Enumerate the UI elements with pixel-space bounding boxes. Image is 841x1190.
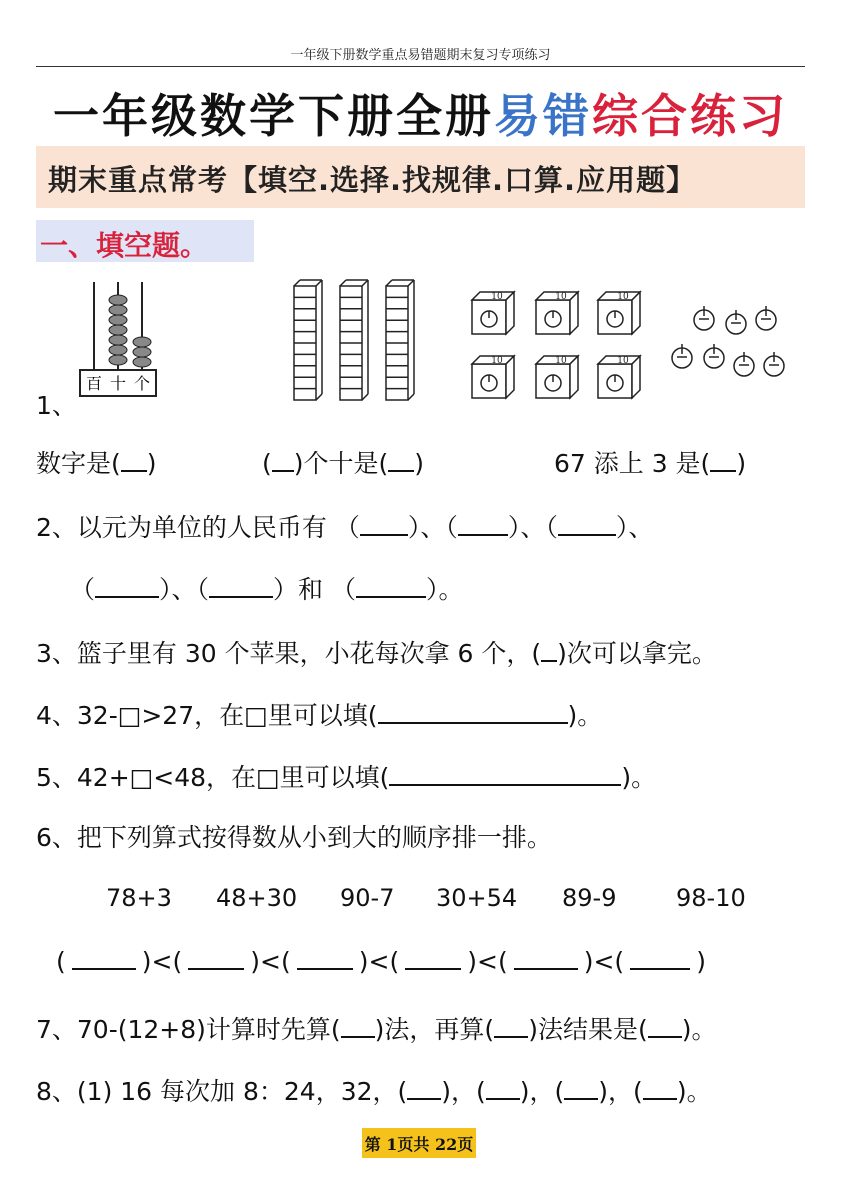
title-part-2: 易错 — [494, 89, 592, 143]
q2-blank-5[interactable] — [209, 574, 273, 598]
q2-blank-6[interactable] — [356, 574, 426, 598]
abacus-label-hundreds: 百 — [85, 374, 103, 393]
svg-text:10: 10 — [491, 356, 503, 366]
q6-text: 6、把下列算式按得数从小到大的顺序排一排。 — [36, 823, 552, 852]
q6-expr-1: 78+3 — [106, 884, 172, 912]
q1-text-a: 数字是( — [36, 449, 121, 478]
title-part-1: 一年级数学下册全册 — [53, 89, 494, 143]
q2-line-1 — [36, 508, 653, 544]
q7-blank-2[interactable] — [494, 1014, 528, 1038]
q5-text: 5、42+□<48，在□里可以填( — [36, 763, 390, 792]
q2-blank-2[interactable] — [458, 512, 508, 536]
q1-text-e: ) — [414, 449, 425, 478]
q7-blank-3[interactable] — [648, 1014, 682, 1038]
q7-text-c: )法结果是( — [528, 1015, 648, 1044]
q7-text-d: )。 — [681, 1015, 717, 1044]
q1-blank-3[interactable] — [388, 448, 414, 472]
q1-number: 1、 — [36, 391, 77, 420]
q4-end: )。 — [567, 701, 603, 730]
q8-blank-4[interactable] — [643, 1076, 677, 1100]
apples-icon — [672, 306, 784, 376]
q2-sep-3: ）、（ — [159, 575, 210, 604]
q6-lt-5: < — [593, 947, 615, 976]
q2-blank-1[interactable] — [360, 512, 408, 536]
q7-blank-1[interactable] — [341, 1014, 375, 1038]
q1-text-d: )个十是( — [293, 449, 389, 478]
counting-figures — [60, 270, 800, 410]
q6-blank-1[interactable] — [72, 946, 136, 970]
q2-line-2 — [70, 570, 464, 606]
svg-text:10: 10 — [491, 292, 503, 302]
page-number: 第 1页共 22页 — [364, 1135, 474, 1154]
q1-text-b: ) — [146, 449, 157, 478]
q7 — [36, 1010, 716, 1046]
q8-end: )。 — [676, 1077, 712, 1106]
q8-blank-2[interactable] — [486, 1076, 520, 1100]
abacus-label-tens: 十 — [109, 374, 127, 393]
section-heading: 一、填空题。 — [40, 229, 209, 262]
q1-text-f: 67 添上 3 是( — [554, 449, 711, 478]
q1-text-c: ( — [262, 449, 272, 478]
q2-sep-1: ）、（ — [407, 513, 458, 542]
q1-blank-2[interactable] — [272, 448, 294, 472]
subtitle: 期末重点常考【填空.选择.找规律.口算.应用题】 — [48, 163, 697, 197]
q4 — [36, 696, 602, 732]
q6-expr-5: 89-9 — [562, 884, 617, 912]
q1-part-a — [36, 444, 157, 480]
q5-end: )。 — [621, 763, 657, 792]
svg-text:10: 10 — [555, 292, 567, 302]
q6-expr-4: 30+54 — [436, 884, 518, 912]
q6-expr-6: 98-10 — [676, 884, 746, 912]
q6-order-row: ( )<( )<( )<( )<( )<( ) — [56, 947, 706, 976]
q6-blank-3[interactable] — [297, 946, 353, 970]
q8-sep-3: )，( — [598, 1077, 643, 1106]
q8-sep-1: )，( — [441, 1077, 486, 1106]
q2-end: ）、 — [615, 513, 654, 542]
q6-lt-3: < — [368, 947, 390, 976]
svg-text:10: 10 — [617, 356, 629, 366]
running-header: 一年级下册数学重点易错题期末复习专项练习 — [290, 48, 551, 63]
q4-blank[interactable] — [378, 700, 568, 724]
q3-blank[interactable] — [541, 638, 557, 662]
q1-part-b — [262, 444, 424, 480]
q2-text: 2、以元为单位的人民币有 （ — [36, 513, 360, 542]
main-title — [0, 80, 841, 146]
q6-blank-6[interactable] — [630, 946, 690, 970]
q2-blank-3[interactable] — [558, 512, 616, 536]
q6-lt-4: < — [476, 947, 498, 976]
q1-text-g: ) — [736, 449, 747, 478]
q6-lt-2: < — [260, 947, 281, 976]
q4-text: 4、32-□>27，在□里可以填( — [36, 701, 378, 730]
q6-blank-4[interactable] — [405, 946, 461, 970]
q3 — [36, 634, 717, 670]
q8 — [36, 1072, 712, 1108]
q7-text-a: 7、70-(12+8)计算时先算( — [36, 1015, 341, 1044]
q2-sep-2: ）、（ — [507, 513, 558, 542]
q2-final: ）。 — [425, 575, 464, 604]
q1-blank-4[interactable] — [710, 448, 736, 472]
q1-part-c — [554, 444, 746, 480]
q2-and: ）和 （ — [273, 575, 356, 604]
svg-text:10: 10 — [617, 292, 629, 302]
ten-rods-icon — [294, 280, 414, 400]
q6-blank-2[interactable] — [188, 946, 244, 970]
q2-blank-4[interactable] — [95, 574, 159, 598]
q5 — [36, 758, 656, 794]
header-divider — [36, 66, 805, 67]
q8-blank-3[interactable] — [564, 1076, 598, 1100]
q2-open: （ — [70, 575, 96, 604]
q8-sep-2: )，( — [519, 1077, 565, 1106]
q6-lt-1: < — [151, 947, 173, 976]
title-part-3: 综合练习 — [592, 89, 788, 143]
q3-text: 3、篮子里有 30 个苹果，小花每次拿 6 个，( — [36, 639, 542, 668]
q6-expr-2: 48+30 — [216, 884, 298, 912]
q1-blank-1[interactable] — [121, 448, 147, 472]
q3-end: )次可以拿完。 — [557, 639, 717, 668]
q7-text-b: )法，再算( — [374, 1015, 495, 1044]
q5-blank[interactable] — [389, 762, 621, 786]
svg-text:10: 10 — [555, 356, 567, 366]
q8-text: 8、(1) 16 每次加 8：24，32，( — [36, 1077, 408, 1106]
q8-blank-1[interactable] — [407, 1076, 441, 1100]
abacus-label-ones: 个 — [133, 374, 151, 393]
q6-expr-3: 90-7 — [340, 884, 395, 912]
ten-boxes-icon — [472, 292, 640, 398]
q6-blank-5[interactable] — [514, 946, 578, 970]
